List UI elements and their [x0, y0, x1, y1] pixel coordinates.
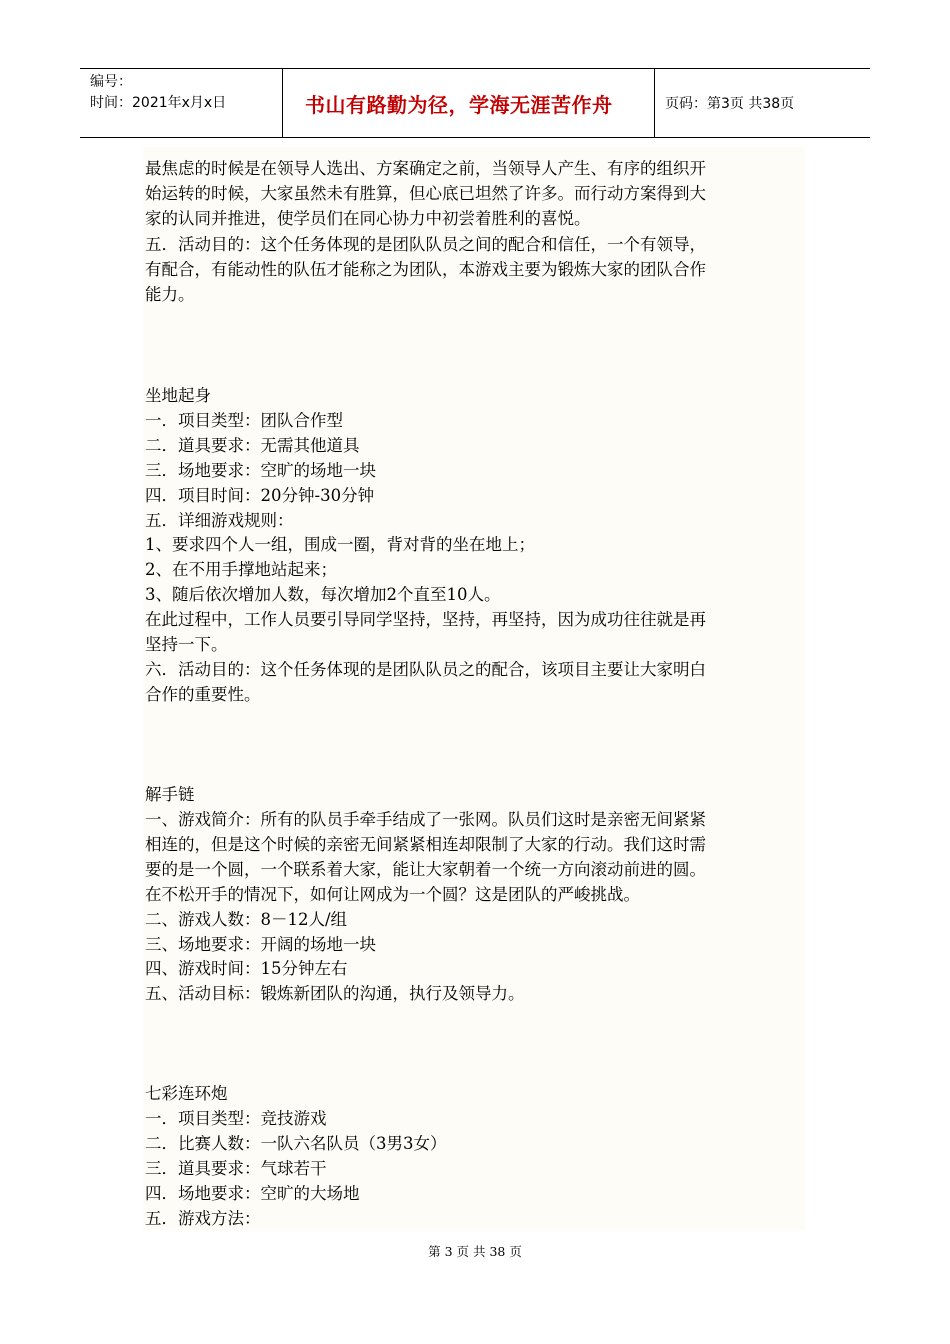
body-line: 最焦虑的时候是在领导人选出、方案确定之前，当领导人产生、有序的组织开 — [145, 159, 706, 178]
body-line: 在不松开手的情况下，如何让网成为一个圆？这是团队的严峻挑战。 — [145, 885, 640, 904]
body-line: 五．详细游戏规则： — [145, 511, 294, 530]
body-line: 1、要求四个人一组，围成一圈，背对背的坐在地上； — [145, 535, 535, 554]
body-line: 二．道具要求：无需其他道具 — [145, 436, 360, 455]
body-line: 四．场地要求：空旷的大场地 — [145, 1184, 360, 1203]
body-line: 能力。 — [145, 285, 195, 304]
page-footer: 第 3 页 共 38 页 — [428, 1244, 522, 1259]
body-line: 五．活动目的：这个任务体现的是团队队员之间的配合和信任，一个有领导， — [145, 235, 706, 254]
body-line: 二．比赛人数：一队六名队员（3男3女） — [145, 1134, 447, 1153]
body-line: 五、活动目标：锻炼新团队的沟通，执行及领导力。 — [145, 984, 525, 1003]
document-header — [80, 68, 870, 138]
body-line: 3、随后依次增加人数，每次增加2个直至10人。 — [145, 585, 501, 604]
body-line: 一、游戏简介：所有的队员手牵手结成了一张网。队员们这时是亲密无间紧紧 — [145, 810, 706, 829]
body-line: 五．游戏方法： — [145, 1209, 261, 1228]
body-line: 四、游戏时间：15分钟左右 — [145, 959, 348, 978]
document-body — [143, 147, 805, 1230]
body-line: 要的是一个圆，一个联系着大家，能让大家朝着一个统一方向滚动前进的圆。 — [145, 860, 706, 879]
header-meta-cell — [80, 69, 283, 137]
body-line: 相连的，但是这个时候的亲密无间紧紧相连却限制了大家的行动。我们这时需 — [145, 835, 706, 854]
section-title-seven-color: 七彩连环炮 — [145, 1084, 228, 1103]
header-motto: 书山有路勤为径，学海无涯苦作舟 — [305, 92, 613, 117]
body-line: 有配合，有能动性的队伍才能称之为团队，本游戏主要为锻炼大家的团队合作 — [145, 260, 706, 279]
section-title-sit-stand: 坐地起身 — [145, 386, 211, 405]
header-page-info: 页码：第3页 共38页 — [665, 96, 795, 112]
body-line: 三．道具要求：气球若干 — [145, 1159, 327, 1178]
body-line: 三．场地要求：空旷的场地一块 — [145, 461, 376, 480]
body-line: 一．项目类型：团队合作型 — [145, 411, 343, 430]
body-line: 四．项目时间：20分钟-30分钟 — [145, 486, 375, 505]
header-date-label: 时间：2021年x月x日 — [90, 95, 227, 111]
body-line: 二、游戏人数：8－12人/组 — [145, 910, 348, 929]
body-line: 六．活动目的：这个任务体现的是团队队员之的配合，该项目主要让大家明白 — [145, 660, 706, 679]
header-motto-cell — [283, 69, 655, 137]
section-title-hand-chain: 解手链 — [145, 785, 195, 804]
header-page-cell — [655, 69, 870, 137]
body-line: 2、在不用手撑地站起来； — [145, 560, 337, 579]
body-line: 一．项目类型：竞技游戏 — [145, 1109, 327, 1128]
body-line: 在此过程中，工作人员要引导同学坚持，坚持，再坚持，因为成功往往就是再 — [145, 610, 706, 629]
body-line: 三、场地要求：开阔的场地一块 — [145, 935, 376, 954]
body-line: 始运转的时候，大家虽然未有胜算，但心底已坦然了许多。而行动方案得到大 — [145, 184, 706, 203]
header-number-label: 编号： — [90, 74, 132, 90]
body-line: 坚持一下。 — [145, 635, 228, 654]
body-line: 家的认同并推进，使学员们在同心协力中初尝着胜利的喜悦。 — [145, 209, 591, 228]
body-line: 合作的重要性。 — [145, 685, 261, 704]
